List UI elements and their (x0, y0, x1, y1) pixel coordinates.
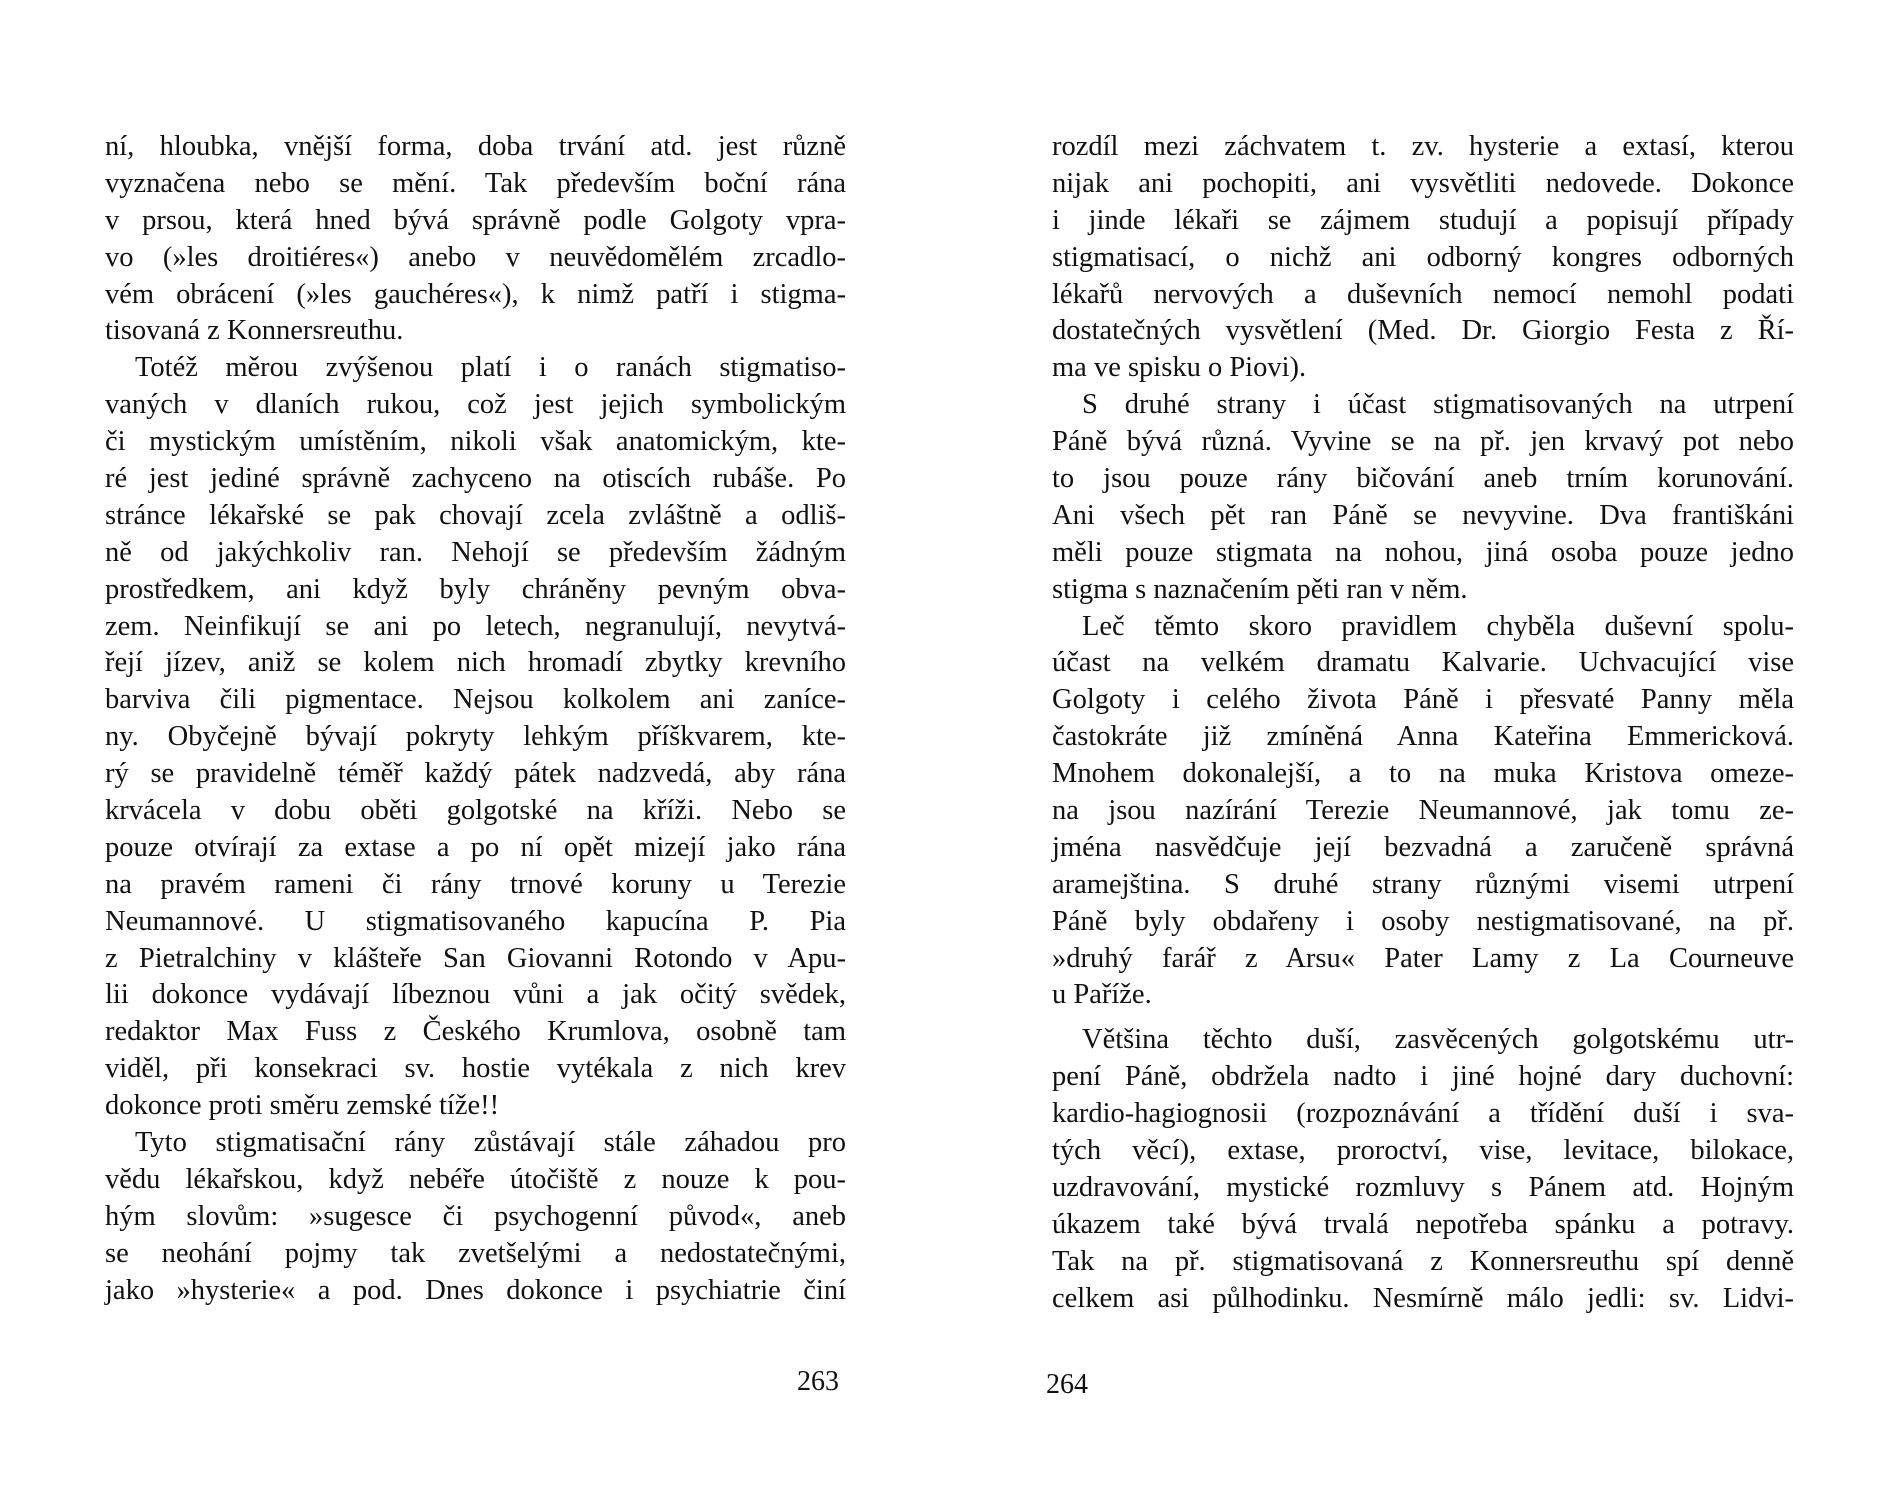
text-line: z Pietralchiny v klášteře San Giovanni Rotondo v Apu- (105, 942, 846, 974)
text-line: v prsou, která hned bývá správně podle Golgoty vpra- (105, 204, 846, 236)
text-line: Neumannové. U stigmatisovaného kapucína P. Pia (105, 905, 846, 937)
text-line: barviva čili pigmentace. Nejsou kolkolem ani zaníce- (105, 684, 846, 716)
text-line: účast na velkém dramatu Kalvarie. Uchvacující vise (1052, 647, 1794, 679)
right-page-text (1052, 129, 1794, 1318)
text-line: redaktor Max Fuss z Českého Krumlova, osobně tam (105, 1016, 846, 1048)
text-line: zem. Neinfikují se ani po letech, negranulují, nevytvá- (105, 610, 846, 642)
text-line: ně od jakýchkoliv ran. Nehojí se především žádným (105, 536, 846, 568)
text-line: Golgoty i celého života Páně i přesvaté Panny měla (1052, 684, 1794, 716)
text-line: Leč těmto skoro pravidlem chyběla duševní spolu- (1082, 610, 1794, 642)
text-line: Totéž měrou zvýšenou platí i o ranách stigmatiso- (135, 352, 846, 384)
paragraph-gap (1052, 1014, 1794, 1022)
page-number-right: 264 (1046, 1369, 1088, 1400)
text-line: viděl, při konsekraci sv. hostie vytékala z nich krev (105, 1053, 846, 1085)
text-line: tých věcí), extase, proroctví, vise, levitace, bilokace, (1052, 1135, 1794, 1167)
text-line: vědu lékařskou, když nebéře útočiště z nouze k pou- (105, 1163, 846, 1195)
text-line: dokonce proti směru zemské tíže!! (105, 1090, 500, 1122)
text-line: Ani všech pět ran Páně se nevyvine. Dva františkáni (1052, 499, 1794, 531)
text-line: rý se pravidelně téměř každý pátek nadzvedá, aby rána (105, 758, 846, 790)
text-line: Tyto stigmatisační rány zůstávají stále záhadou pro (135, 1127, 846, 1159)
text-line: kardio-hagiognosii (rozpoznávání a třídění duší i sva- (1052, 1098, 1794, 1130)
text-line: ní, hloubka, vnější forma, doba trvání atd. jest různě (105, 131, 846, 162)
text-line: měli pouze stigmata na nohou, jiná osoba pouze jedno (1052, 536, 1794, 568)
text-line: nijak ani pochopiti, ani vysvětliti nedovede. Dokonce (1052, 167, 1794, 199)
text-line: uzdravování, mystické rozmluvy s Pánem atd. Hojným (1052, 1171, 1794, 1203)
text-line: častokráte již zmíněná Anna Kateřina Emmericková. (1052, 721, 1794, 753)
text-line: lii dokonce vydávají líbeznou vůni a jak očitý svědek, (105, 979, 846, 1011)
text-line: na jsou nazírání Terezie Neumannové, jak tomu ze- (1052, 795, 1794, 827)
text-line: dostatečných vysvětlení (Med. Dr. Giorgio Festa z Ří- (1052, 315, 1794, 347)
text-line: řejí jízev, aniž se kolem nich hromadí zbytky krevního (105, 647, 846, 679)
text-line: krvácela v dobu oběti golgotské na kříži. Nebo se (105, 795, 846, 827)
left-page-text (105, 129, 846, 1310)
text-line: prostředkem, ani když byly chráněny pevným obva- (105, 573, 846, 605)
text-line: pouze otvírají za extase a po ní opět mizejí jako rána (105, 831, 846, 863)
text-line: jména nasvědčuje její bezvadná a zaručeně správná (1052, 831, 1794, 863)
page-number-left: 263 (797, 1366, 839, 1397)
text-line: hým slovům: »sugesce či psychogenní původ«, aneb (105, 1200, 846, 1232)
text-line: stránce lékařské se pak chovají zcela zvláštně a odliš- (105, 499, 846, 531)
text-line: u Paříže. (1052, 979, 1152, 1011)
text-line: stigmatisací, o nichž ani odborný kongres odborných (1052, 241, 1794, 273)
text-line: »druhý farář z Arsu« Pater Lamy z La Courneuve (1052, 942, 1794, 974)
text-line: rozdíl mezi záchvatem t. zv. hysterie a extasí, kterou (1052, 131, 1794, 162)
text-line: či mystickým umístěním, nikoli však anatomickým, kte- (105, 426, 846, 458)
text-line: S druhé strany i účast stigmatisovaných na utrpení (1082, 389, 1794, 421)
text-line: Většina těchto duší, zasvěcených golgotskému utr- (1082, 1024, 1794, 1056)
text-line: Tak na př. stigmatisovaná z Konnersreuthu spí denně (1052, 1245, 1794, 1277)
text-line: pení Páně, obdržela nadto i jiné hojné dary duchovní: (1052, 1061, 1794, 1093)
text-line: vém obrácení (»les gauchéres«), k nimž patří i stigma- (105, 278, 846, 310)
text-line: celkem asi půlhodinku. Nesmírně málo jedli: sv. Lidvi- (1052, 1282, 1794, 1314)
text-line: vyznačena nebo se mění. Tak především boční rána (105, 167, 846, 199)
text-line: to jsou pouze rány bičování aneb trním korunování. (1052, 463, 1794, 495)
text-line: i jinde lékaři se zájmem studují a popisují případy (1052, 204, 1794, 236)
text-line: ma ve spisku o Piovi). (1052, 352, 1307, 384)
text-line: aramejština. S druhé strany různými visemi utrpení (1052, 868, 1794, 900)
text-line: úkazem také bývá trvalá nepotřeba spánku a potravy. (1052, 1208, 1794, 1240)
text-line: jako »hysterie« a pod. Dnes dokonce i psychiatrie činí (105, 1274, 846, 1306)
text-line: ny. Obyčejně bývají pokryty lehkým příškvarem, kte- (105, 721, 846, 753)
text-line: se neohání pojmy tak zvetšelými a nedostatečnými, (105, 1237, 846, 1269)
text-line: Páně bývá různá. Vyvine se na př. jen krvavý pot nebo (1052, 426, 1794, 458)
text-line: tisovaná z Konnersreuthu. (105, 315, 404, 347)
text-line: lékařů nervových a duševních nemocí nemohl podati (1052, 278, 1794, 310)
text-line: Mnohem dokonalejší, a to na muka Kristova omeze- (1052, 758, 1794, 790)
text-line: na pravém rameni či rány trnové koruny u Terezie (105, 868, 846, 900)
text-line: ré jest jediné správně zachyceno na otiscích rubáše. Po (105, 463, 846, 495)
text-line: Páně byly obdařeny i osoby nestigmatisované, na př. (1052, 905, 1794, 937)
text-line: vo (»les droitiéres«) anebo v neuvědomělém zrcadlo- (105, 241, 846, 273)
text-line: vaných v dlaních rukou, což jest jejich symbolickým (105, 389, 846, 421)
text-line: stigma s naznačením pěti ran v něm. (1052, 573, 1468, 605)
